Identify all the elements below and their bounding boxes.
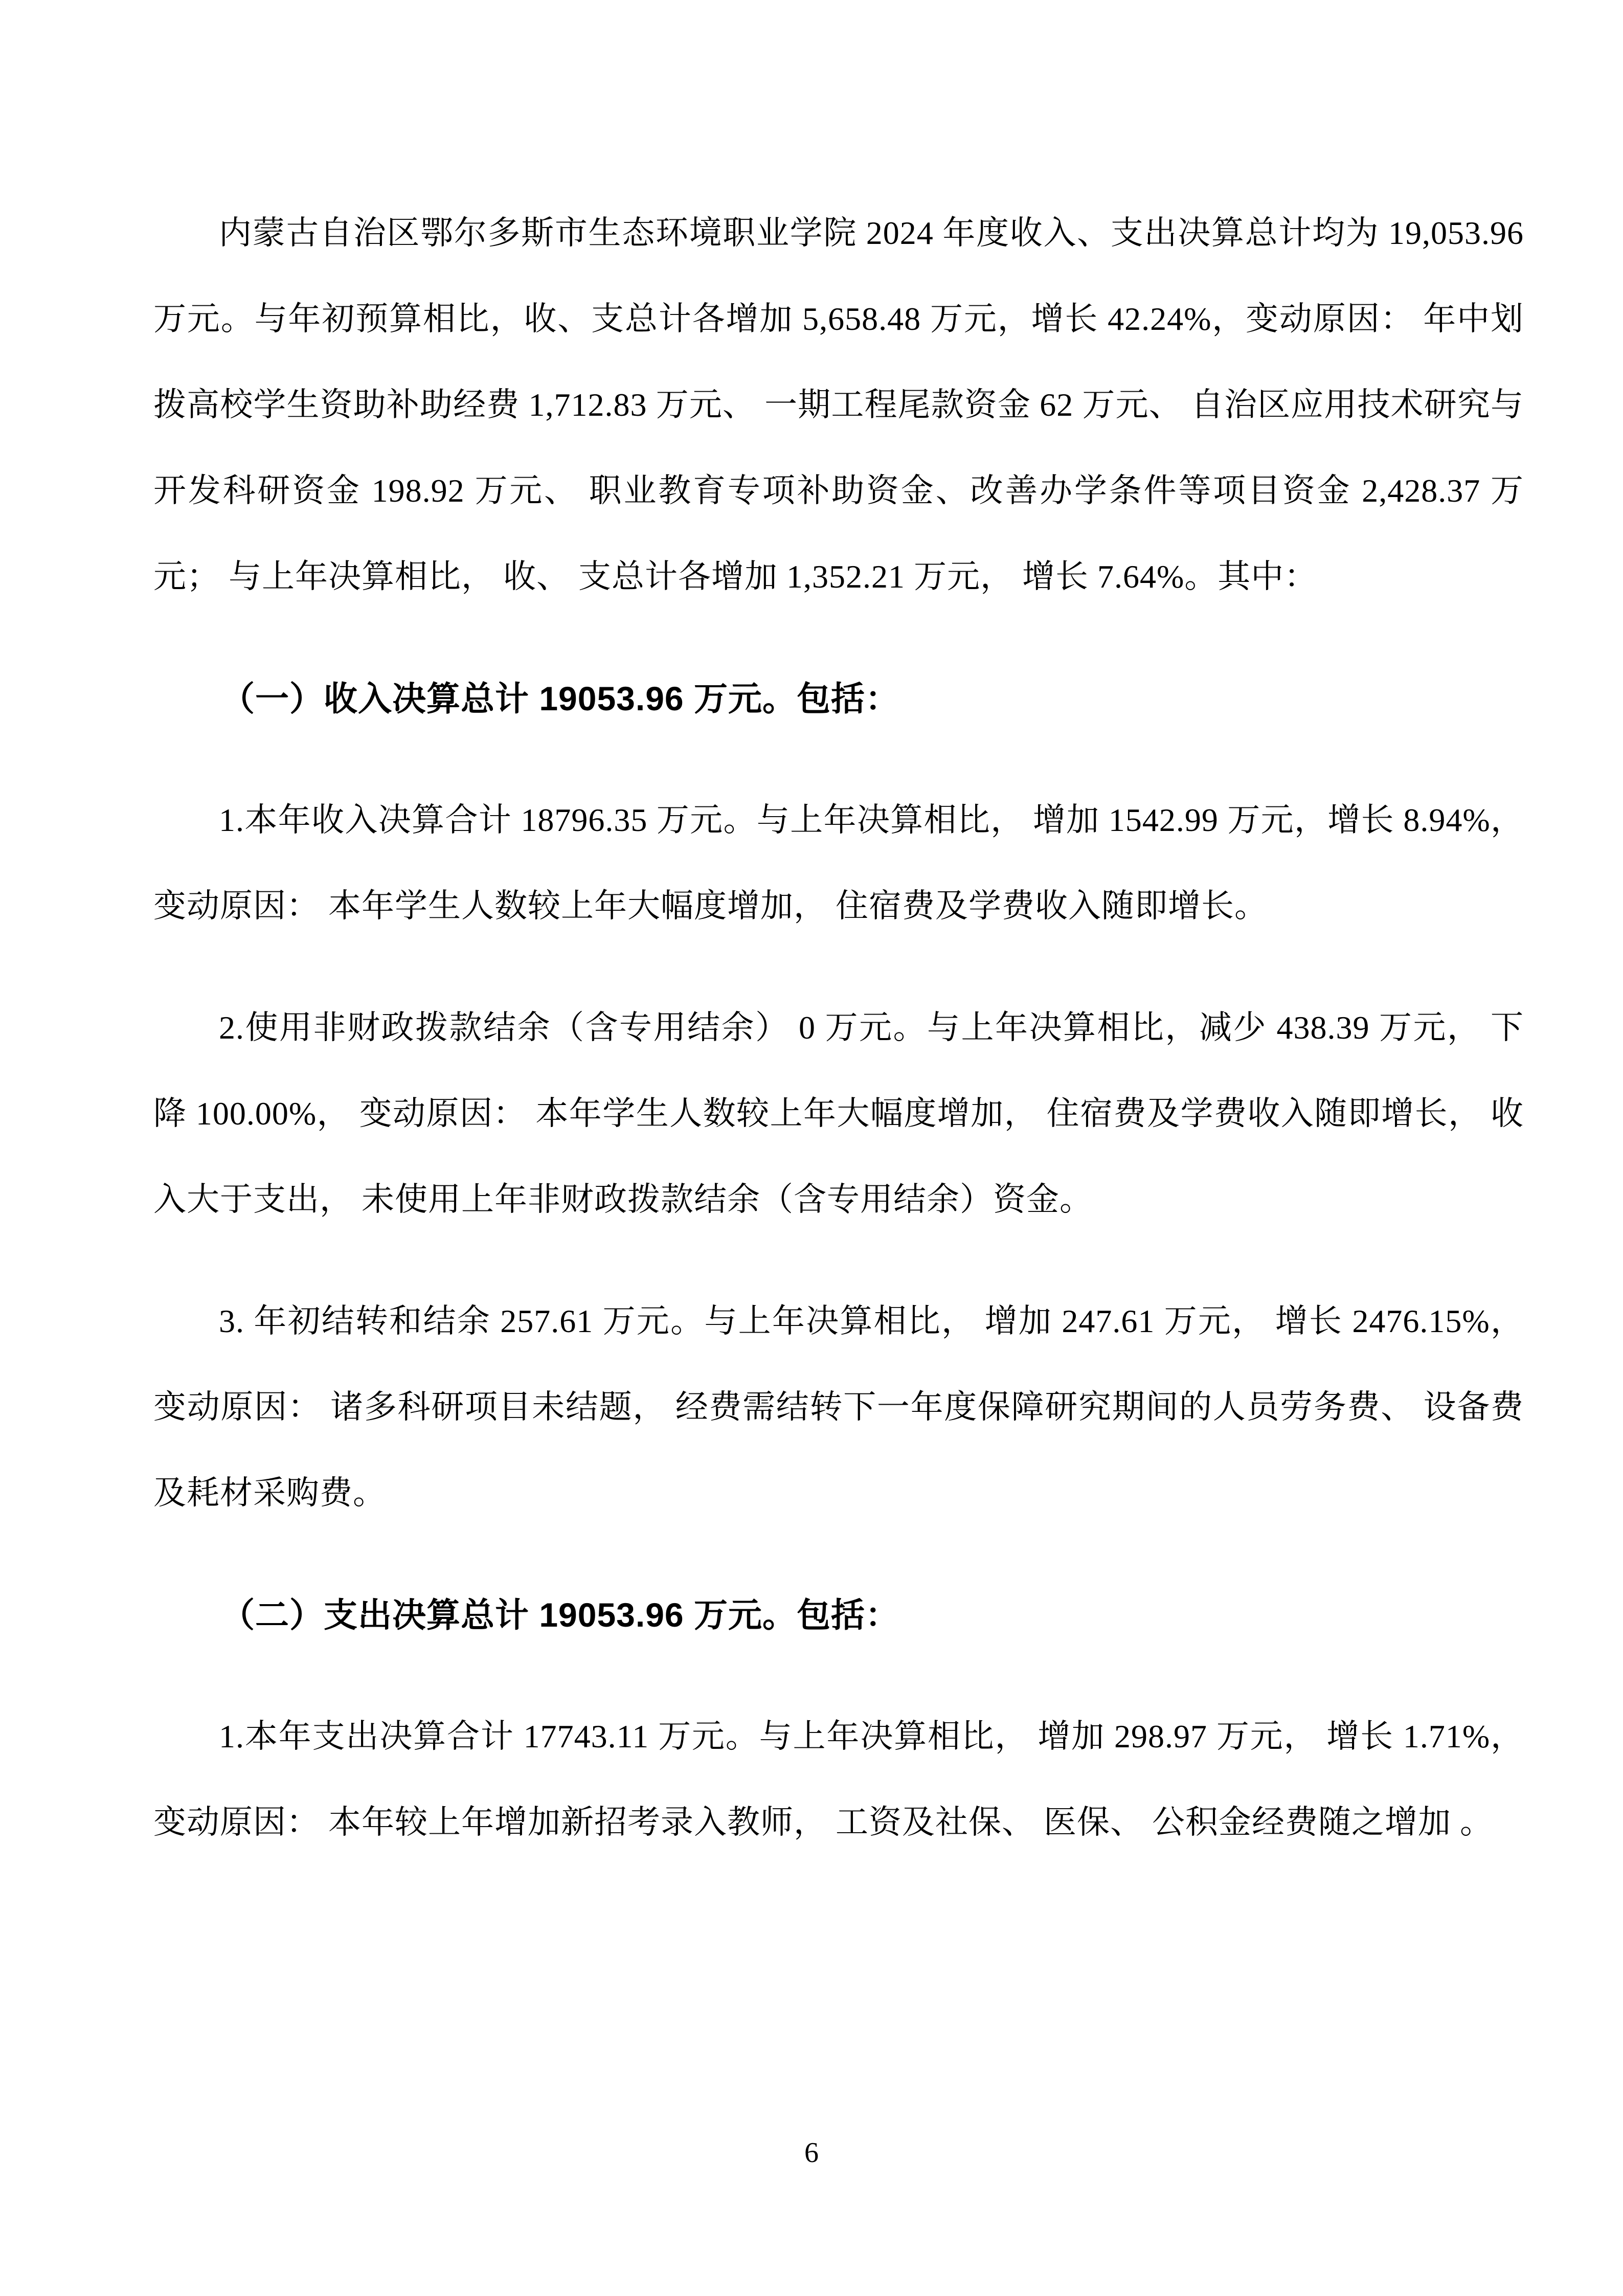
expenditure-section-heading: （二）支出决算总计 19053.96 万元。包括：: [221, 1596, 899, 1634]
document-body: [153, 190, 1524, 1901]
income-item-3: 3. 年初结转和结余 257.61 万元。与上年决算相比， 增加 247.61 万元， 增长 2476.15%，变动原因： 诸多科研项目未结题， 经费需结转下一年度保障研究期间的人员劳务费、 设备费及耗材采购费。: [153, 1303, 1524, 1511]
income-item-1: 1.本年收入决算合计 18796.35 万元。与上年决算相比， 增加 1542.99 万元，增长 8.94%， 变动原因： 本年学生人数较上年大幅度增加， 住宿费及学费收入随即增长。: [153, 802, 1524, 924]
page-number: 6: [804, 2137, 819, 2169]
income-item-2: 2.使用非财政拨款结余（含专用结余） 0 万元。与上年决算相比，减少 438.39 万元， 下降 100.00%， 变动原因： 本年学生人数较上年大幅度增加， 住宿费及学费收入随即增长， 收入大于支出， 未使用上年非财政拨款结余（含专用结余）资金。: [153, 1009, 1524, 1218]
intro-paragraph: 内蒙古自治区鄂尔多斯市生态环境职业学院 2024 年度收入、支出决算总计均为 19,053.96 万元。与年初预算相比，收、支总计各增加 5,658.48 万元，增长 42.24%，变动原因： 年中划拨高校学生资助补助经费 1,712.83 万元、 一期工程尾款资金 62 万元、 自治区应用技术研究与开发科研资金 198.92 万元、 职业教育专项补助资金、改善办学条件等项目资金 2,428.37 万元； 与上年决算相比， 收、 支总计各增加 1,352.21 万元， 增长 7.64%。其中：: [153, 215, 1524, 595]
expenditure-item-1: 1.本年支出决算合计 17743.11 万元。与上年决算相比， 增加 298.97 万元， 增长 1.71%， 变动原因： 本年较上年增加新招考录入教师， 工资及社保、 医保、 公积金经费随之增加 。: [153, 1718, 1524, 1840]
income-section-heading: （一）收入决算总计 19053.96 万元。包括：: [221, 680, 899, 717]
